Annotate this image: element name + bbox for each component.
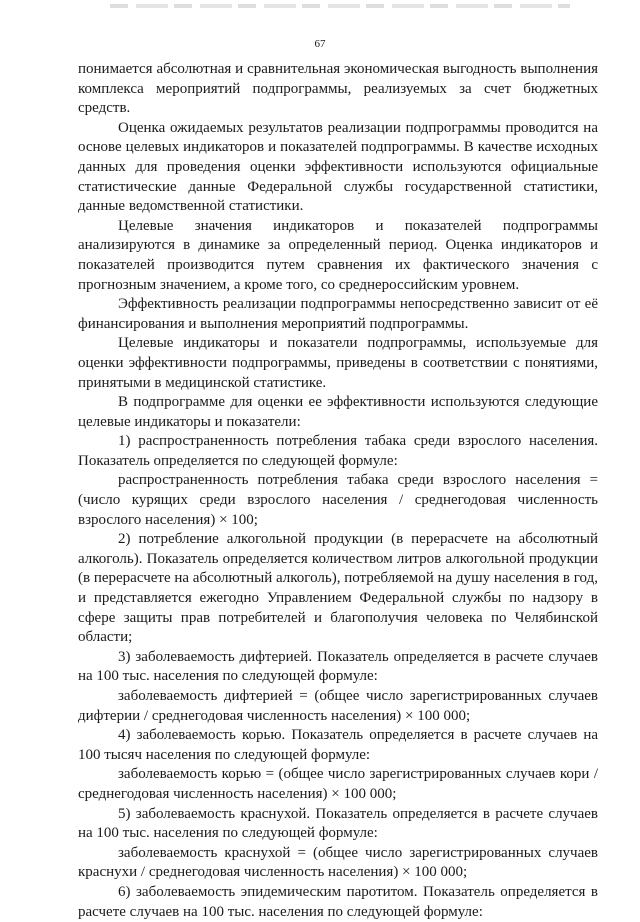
indicator-5-rubella: 5) заболеваемость краснухой. Показатель определяется в расчете случаев на 100 тыс. населения по следующей формуле:	[78, 805, 598, 842]
indicator-1-tobacco: 1) распространенность потребления табака среди взрослого населения. Показатель определяется по следующей формуле:	[78, 433, 598, 469]
paragraph-indicators-concepts: Целевые индикаторы и показатели подпрограммы, используемые для оценки эффективности подпрограммы, приведены в соответствии с понятиями, принятыми в медицинской статистике.	[78, 335, 598, 391]
formula-tobacco: распространенность потребления табака среди взрослого населения = (число курящих среди взрослого населения / среднегодовая численность взрослого населения) × 100;	[78, 472, 598, 528]
indicator-6-mumps: 6) заболеваемость эпидемическим паротитом. Показатель определяется в расчете случаев на 100 тыс. населения по следующей формуле:	[78, 883, 598, 920]
paragraph-results-assessment: Оценка ожидаемых результатов реализации подпрограммы проводится на основе целевых индикаторов и показателей подпрограммы. В качестве исходных данных для проведения оценки эффективности используются официальные статистические данные Федеральной службы государственной статистики, данные ведомственной статистики.	[78, 119, 598, 215]
indicator-3-diphtheria: 3) заболеваемость дифтерией. Показатель определяется в расчете случаев на 100 тыс. населения по следующей формуле:	[78, 648, 598, 685]
indicator-4-measles: 4) заболеваемость корью. Показатель определяется в расчете случаев на 100 тысяч населения по следующей формуле:	[78, 727, 598, 763]
paragraph-target-values: Целевые значения индикаторов и показателей подпрограммы анализируются в динамике за определенный период. Оценка индикаторов и показателей производится путем сравнения их фактического значения с прогнозным значением, а кроме того, со среднероссийским уровнем.	[78, 217, 598, 293]
paragraph-indicators-intro: В подпрограмме для оценки ее эффективности используются следующие целевые индикаторы и показатели:	[78, 394, 598, 430]
formula-diphtheria: заболеваемость дифтерией = (общее число зарегистрированных случаев дифтерии / среднегодовая численность населения) × 100 000;	[78, 688, 598, 724]
body-text	[78, 60, 598, 922]
page-number: 67	[314, 38, 326, 50]
indicator-2-alcohol: 2) потребление алкогольной продукции (в перерасчете на абсолютный алкоголь). Показатель определяется количеством литров алкогольной продукции (в перерасчете на абсолютный алкоголь), потребляемой на душу населения в год, и представляется ежегодно Управлением Федеральной службы по надзору в сфере защиты прав потребителей и благополучия человека по Челябинской области;	[78, 531, 598, 646]
paragraph-efficiency: Эффективность реализации подпрограммы непосредственно зависит от её финансирования и выполнения мероприятий подпрограммы.	[78, 296, 598, 332]
formula-measles: заболеваемость корью = (общее число зарегистрированных случаев кори / среднегодовая численность населения) × 100 000;	[78, 766, 598, 802]
scan-header-artifact	[110, 4, 570, 8]
formula-rubella: заболеваемость краснухой = (общее число зарегистрированных случаев краснухи / среднегодовая численность населения) × 100 000;	[78, 844, 598, 881]
paragraph-continuation: понимается абсолютная и сравнительная экономическая выгодность выполнения комплекса мероприятий подпрограммы, реализуемых за счет бюджетных средств.	[78, 61, 598, 117]
